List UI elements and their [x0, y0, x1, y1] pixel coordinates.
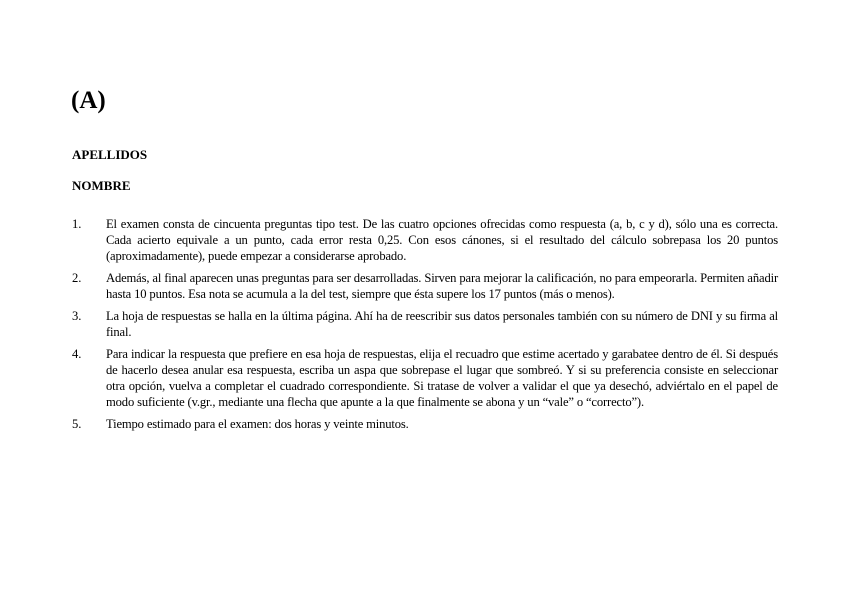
list-item [72, 216, 778, 264]
instructions-list [72, 216, 778, 438]
item-text: El examen consta de cincuenta preguntas tipo test. De las cuatro opciones ofrecidas como respuesta (a, b, c y d), sólo una es correcta. Cada acierto equivale a un punto, cada error resta 0,25. Con esos cánones, si el resultado del cálculo sobrepasa los 20 puntos (aproximadamente), puede empezar a considerarse aprobado. [106, 217, 778, 263]
item-number: 2. [72, 271, 82, 285]
item-number: 1. [72, 217, 82, 231]
list-item [72, 416, 778, 432]
item-text: Para indicar la respuesta que prefiere en esa hoja de respuestas, elija el recuadro que estime acertado y garabatee dentro de él. Si después de hacerlo desea anular esa respuesta, escriba un aspa que sobrepase el lugar que sombreó. Y si su preferencia consiste en seleccionar otra opción, vuelva a completar el cuadrado correspondiente. Si tratase de volver a validar el que ya desechó, adviértalo en el papel de modo suficiente (v.gr., mediante una flecha que apunte a la que finalmente se abona y un “vale” o “correcto”). [106, 347, 778, 409]
list-item [72, 270, 778, 302]
name-label: NOMBRE [72, 178, 131, 193]
item-number: 3. [72, 309, 82, 323]
item-number: 5. [72, 417, 82, 431]
item-text: La hoja de respuestas se halla en la última página. Ahí ha de reescribir sus datos personales también con su número de DNI y su firma al final. [106, 309, 778, 339]
item-number: 4. [72, 347, 82, 361]
list-item [72, 308, 778, 340]
item-text: Además, al final aparecen unas preguntas para ser desarrolladas. Sirven para mejorar la calificación, no para empeorarla. Permiten añadir hasta 10 puntos. Esa nota se acumula a la del test, siempre que ésta supere los 17 puntos (más o menos). [106, 271, 778, 301]
list-item [72, 346, 778, 410]
surname-label: APELLIDOS [72, 147, 148, 162]
exam-version-title: (A) [71, 87, 106, 114]
item-text: Tiempo estimado para el examen: dos horas y veinte minutos. [106, 417, 409, 431]
